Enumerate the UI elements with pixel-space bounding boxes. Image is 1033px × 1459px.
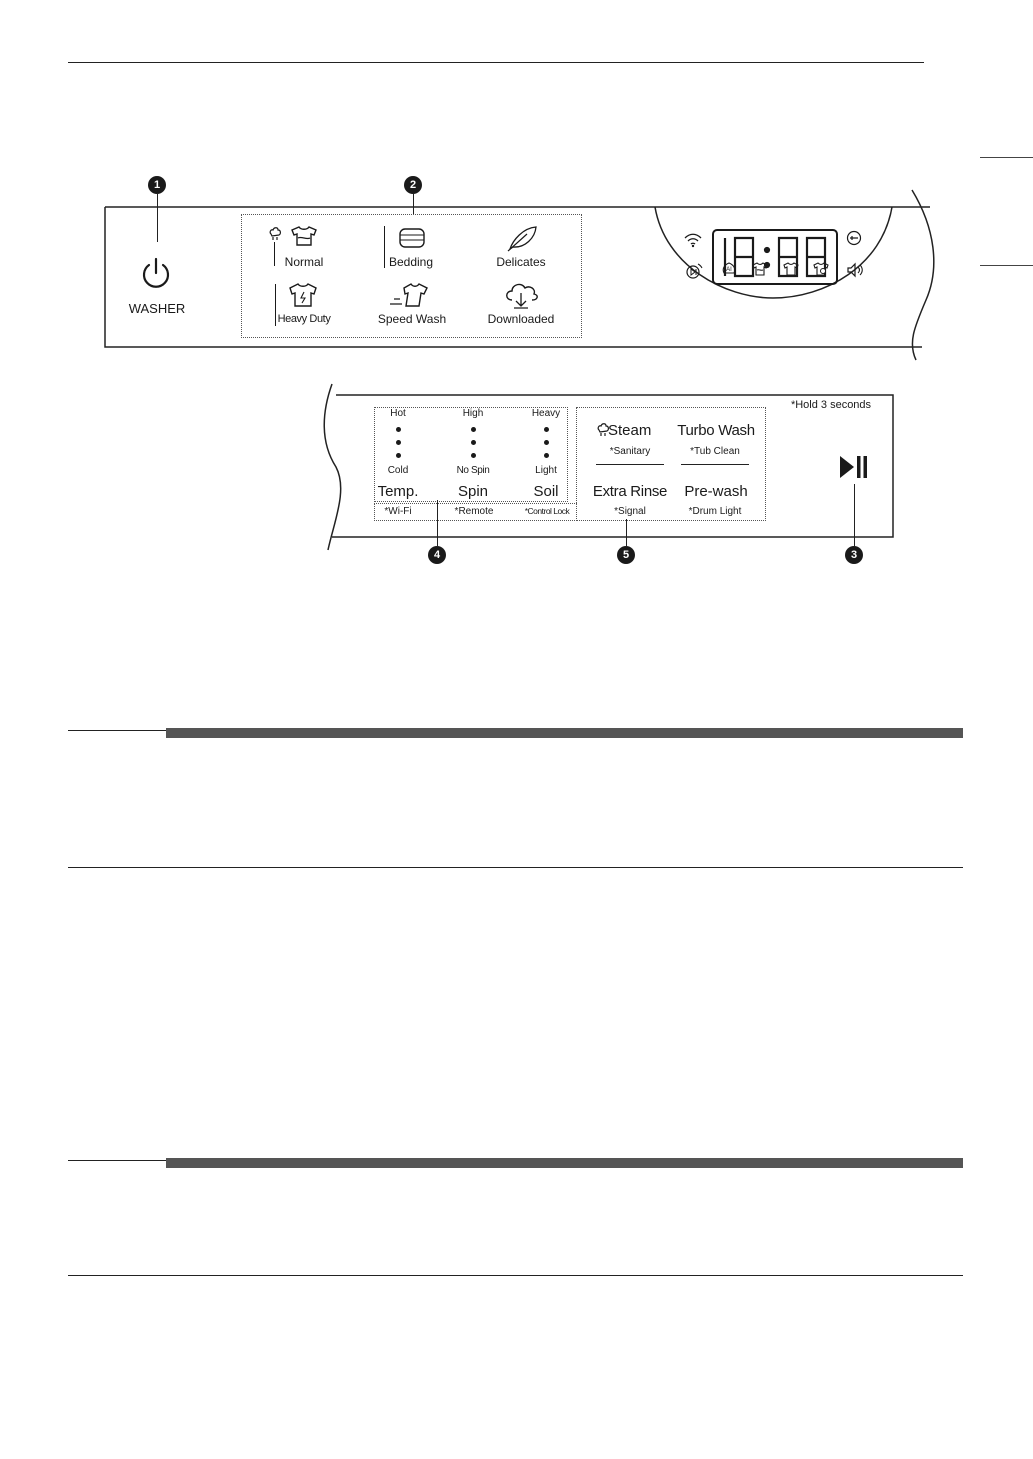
callout-3: 3 xyxy=(845,546,863,564)
remote-start-icon xyxy=(685,262,703,280)
tab-mark-bottom xyxy=(980,265,1033,266)
play-pause-icon[interactable] xyxy=(838,454,870,480)
cycle-bedding[interactable]: Bedding xyxy=(388,255,434,269)
wifi-icon xyxy=(683,232,703,248)
callout-2: 2 xyxy=(404,176,422,194)
heavy-shirt-icon xyxy=(287,282,319,308)
section-bar-2 xyxy=(166,1158,963,1168)
soil-dot-2 xyxy=(544,440,549,445)
callout-5-leader xyxy=(626,519,627,546)
time-display xyxy=(711,228,839,286)
power-icon[interactable] xyxy=(138,256,174,292)
sound-icon xyxy=(846,262,864,278)
section-rule-1-left xyxy=(68,730,166,731)
top-rule xyxy=(68,62,924,63)
tab-mark-top xyxy=(980,157,1033,158)
soil-dot-1 xyxy=(544,427,549,432)
temp-dot-2 xyxy=(396,440,401,445)
soil-dot-3 xyxy=(544,453,549,458)
steam-button[interactable]: Steam xyxy=(608,422,652,439)
tub-clean-hold-label: *Tub Clean xyxy=(690,446,740,457)
soil-bottom-label: Light xyxy=(535,465,557,476)
bedding-icon xyxy=(396,226,428,250)
callout-5: 5 xyxy=(617,546,635,564)
spin-button[interactable]: Spin xyxy=(457,483,489,500)
soil-top-label: Heavy xyxy=(531,408,561,419)
drum-light-hold-label: *Drum Light xyxy=(688,506,742,517)
temp-top-label: Hot xyxy=(390,408,406,419)
power-label: WASHER xyxy=(128,301,186,316)
cycle-downloaded[interactable]: Downloaded xyxy=(487,312,555,326)
cycle-heavy-duty[interactable]: Heavy Duty xyxy=(277,313,331,325)
spin-top-label: High xyxy=(462,408,484,419)
temp-button[interactable]: Temp. xyxy=(377,483,419,500)
spin-dot-1 xyxy=(471,427,476,432)
soil-button[interactable]: Soil xyxy=(533,483,559,500)
svg-text:AI: AI xyxy=(726,267,732,273)
cycle-delicates[interactable]: Delicates xyxy=(496,255,546,269)
callout-4-leader xyxy=(437,500,438,546)
cycle-normal[interactable]: Normal xyxy=(284,255,324,269)
rinse-icon xyxy=(782,262,800,276)
temp-dot-3 xyxy=(396,453,401,458)
hold-note: *Hold 3 seconds xyxy=(790,399,872,411)
pre-wash-button[interactable]: Pre-wash xyxy=(684,483,748,500)
section-rule-2-left xyxy=(68,1160,166,1161)
section-rule-1-bottom xyxy=(68,867,963,868)
spin-bottom-label: No Spin xyxy=(456,465,490,476)
wifi-hold-label: *Wi-Fi xyxy=(384,506,412,517)
wash-icon xyxy=(751,262,769,276)
section-bar-1 xyxy=(166,728,963,738)
ai-icon xyxy=(721,261,737,275)
normal-bar xyxy=(274,242,275,266)
extra-rinse-button[interactable]: Extra Rinse xyxy=(592,483,668,500)
steam-underline xyxy=(596,464,664,465)
cycle-speed-wash[interactable]: Speed Wash xyxy=(377,312,447,326)
control-lock-hold-label: *Control Lock xyxy=(524,506,570,516)
turbo-underline xyxy=(681,464,749,465)
turbo-wash-button[interactable]: Turbo Wash xyxy=(677,422,755,439)
spin-dot-3 xyxy=(471,453,476,458)
section-rule-2-bottom xyxy=(68,1275,963,1276)
steam-small-icon xyxy=(268,225,282,241)
remote-hold-label: *Remote xyxy=(454,506,494,517)
callout-4: 4 xyxy=(428,546,446,564)
feather-icon xyxy=(505,224,539,252)
cloud-download-icon xyxy=(502,280,540,310)
signal-hold-label: *Signal xyxy=(614,506,646,517)
shirt-steam-icon xyxy=(289,225,319,247)
spin-dot-2 xyxy=(471,440,476,445)
sanitary-hold-label: *Sanitary xyxy=(609,446,651,457)
temp-bottom-label: Cold xyxy=(387,465,409,476)
lock-icon xyxy=(846,230,862,246)
callout-3-leader xyxy=(854,484,855,546)
callout-1: 1 xyxy=(148,176,166,194)
temp-dot-1 xyxy=(396,427,401,432)
spin-icon xyxy=(812,262,830,276)
speed-shirt-icon xyxy=(388,282,430,308)
